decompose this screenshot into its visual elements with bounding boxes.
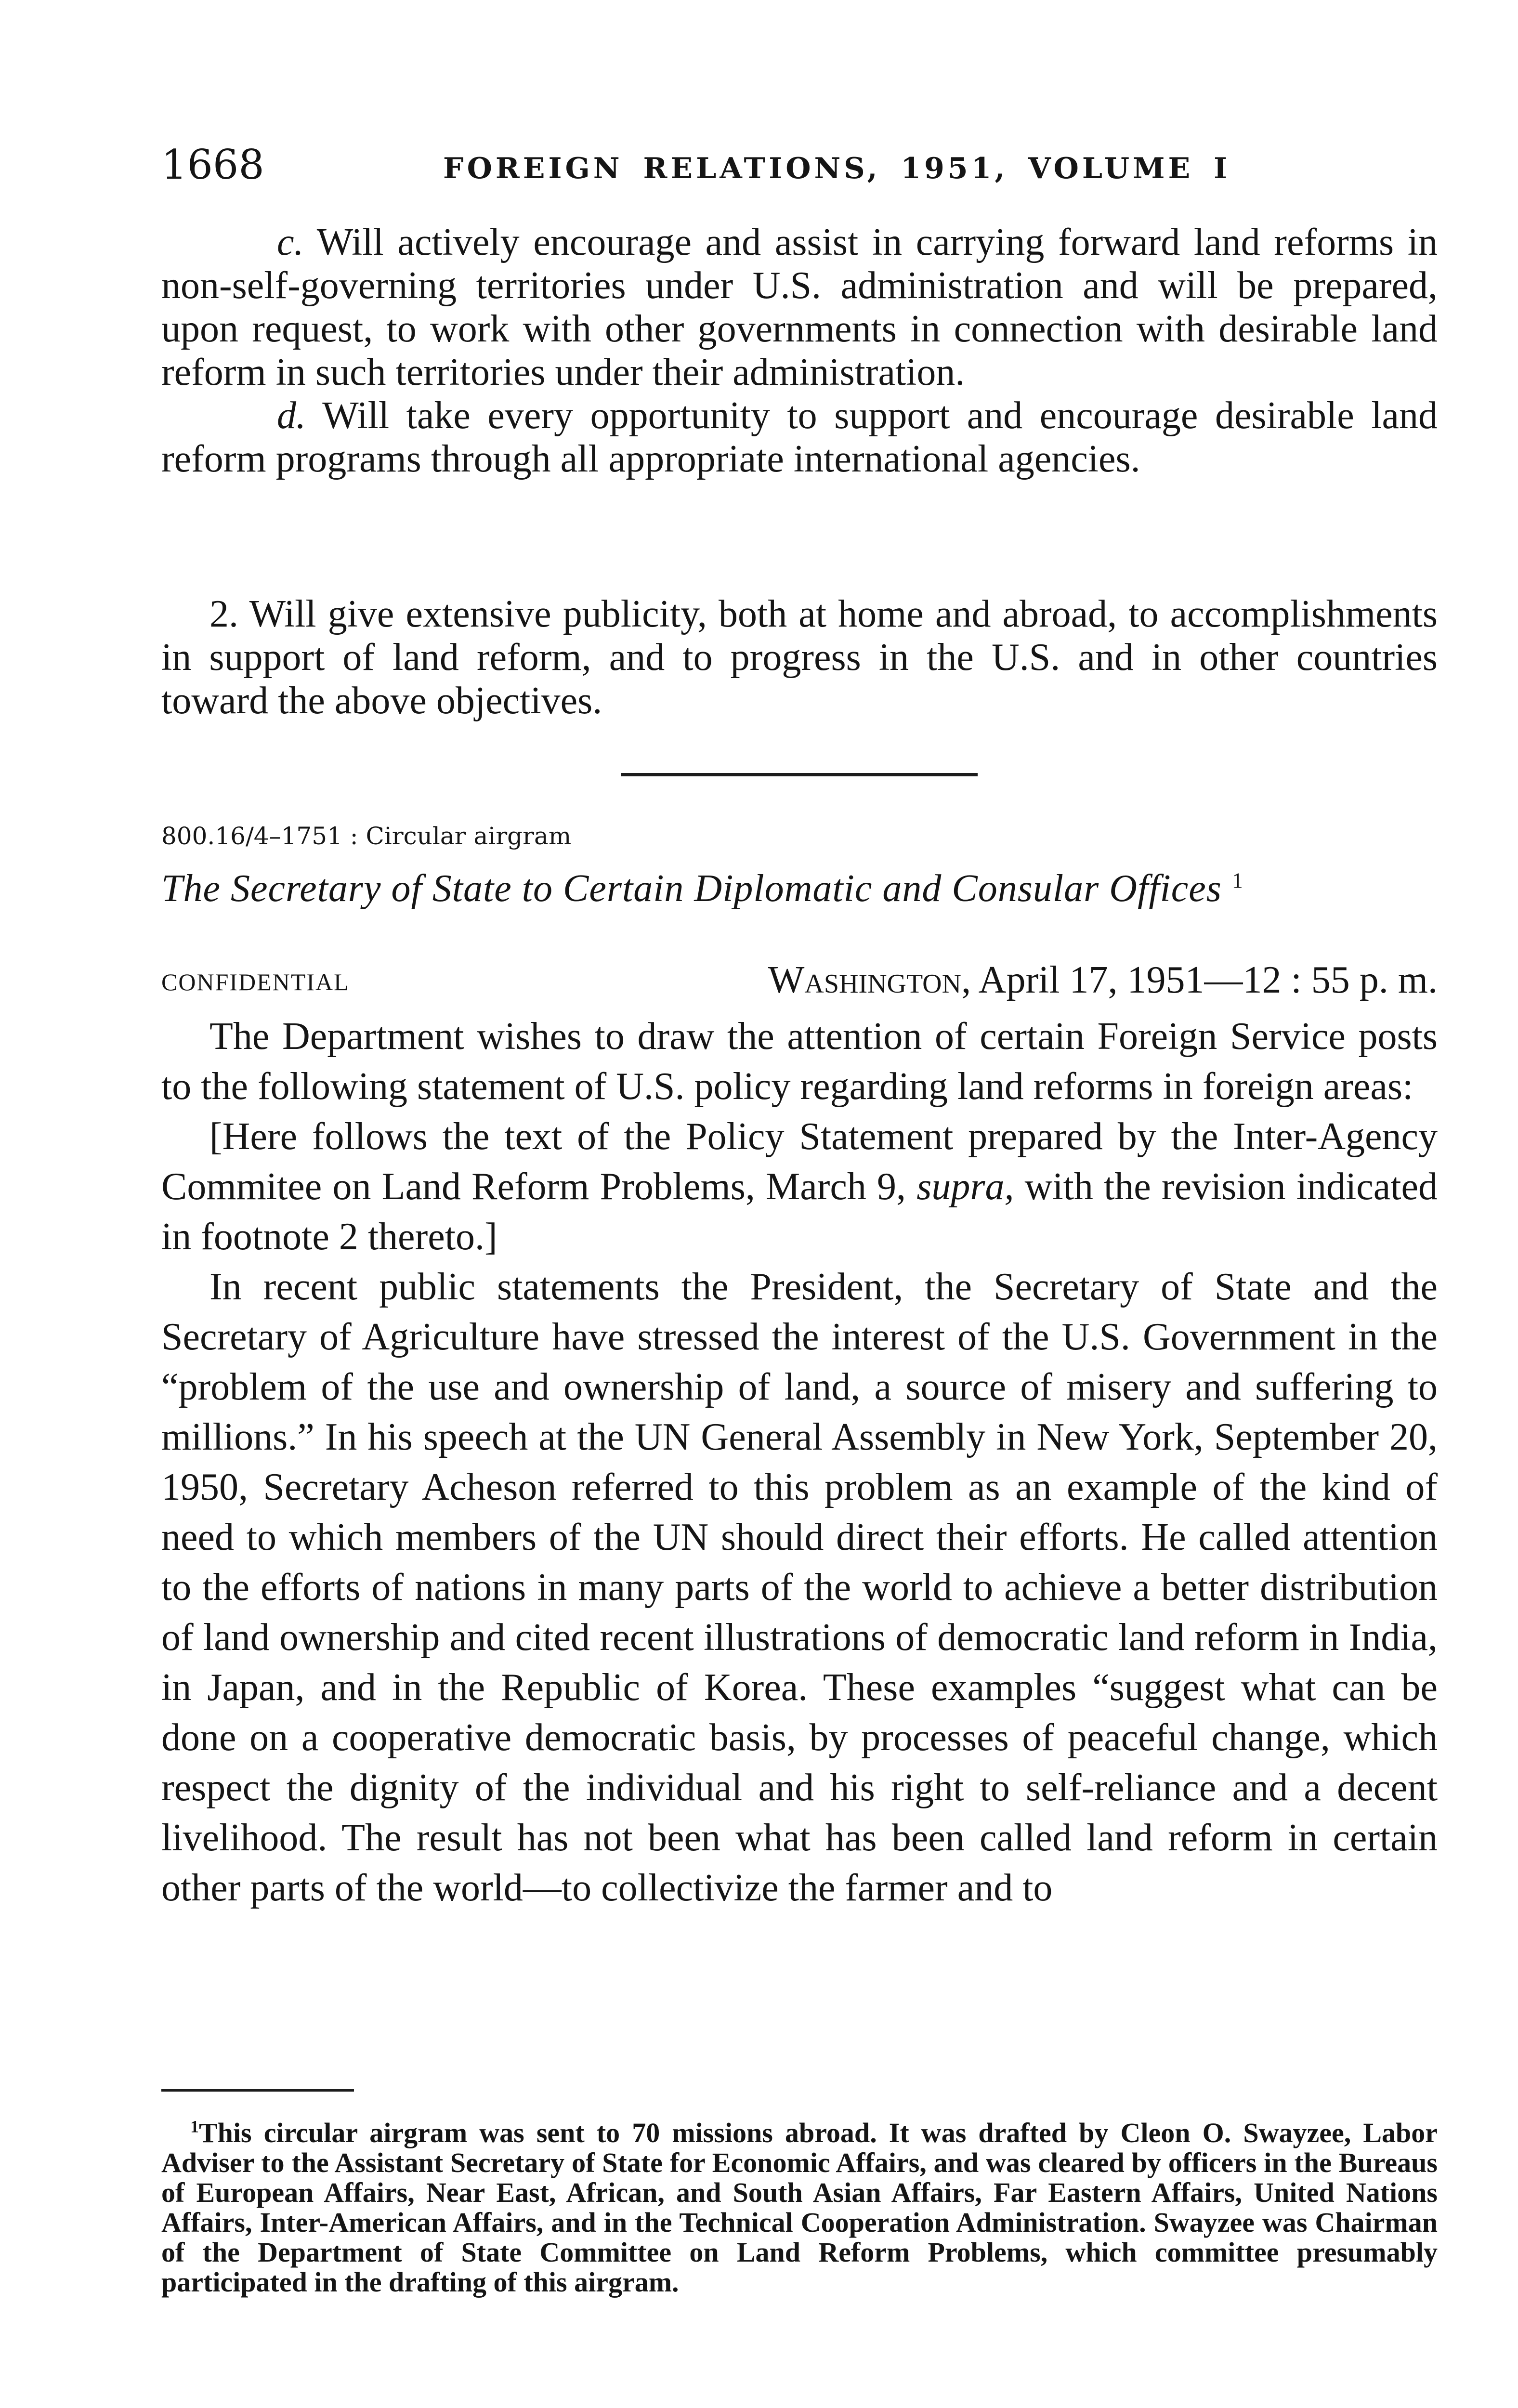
body-paragraph-2 [161, 1112, 1438, 1262]
paragraph-2-text-a: [Here follows the text of the Policy Statement prepared by the Inter-Agency Commitee on Land Reform Problems, March 9, [161, 1115, 1438, 1208]
paragraph-2-text-b: with the revision indicated in footnote 2 thereto.] [161, 1165, 1438, 1258]
running-head: FOREIGN RELATIONS, 1951, VOLUME I [443, 152, 1231, 185]
body-paragraph-1: The Department wishes to draw the attention of certain Foreign Service posts to the following statement of U.S. policy regarding land reforms in foreign areas: [161, 1015, 1438, 1108]
page-number: 1668 [161, 141, 264, 188]
item-2-text: Will give extensive publicity, both at home and abroad, to accomplishments in support of land reform, and to progress in the U.S. and in other countries toward the above objectives. [161, 593, 1438, 722]
subitem-c [161, 221, 1438, 394]
classification-label: CONFIDENTIAL [161, 968, 350, 995]
paragraph-2-supra: supra, [916, 1165, 1014, 1208]
footnote-1 [161, 2118, 1438, 2297]
dateline [161, 958, 1438, 1002]
file-number: 800.16/4–1751 : Circular airgram [161, 822, 572, 850]
numbered-item-2 [161, 592, 1438, 722]
body-text [161, 1011, 1438, 1913]
place-date [768, 958, 1438, 1002]
body-paragraph-3: In recent public statements the President, the Secretary of State and the Secretary of Agriculture have stressed the interest of the U.S. Government in the “problem of the use and ownership of land, a source of misery and suffering to millions.” In his speech at the UN General Assembly in New York, September 20, 1950, Secretary Acheson referred to this problem as an example of the kind of need to which members of the UN should direct their efforts. He called attention to the efforts of nations in many parts of the world to achieve a better distribution of land ownership and cited recent illustrations of democratic land reform in India, in Japan, and in the Republic of Korea. These examples “suggest what can be done on a cooperative democratic basis, by processes of peaceful change, which respect the dignity of the individual and his right to self-reliance and a decent livelihood. The result has not been what has been called land reform in certain other parts of the world—to collectivize the farmer and to [161, 1266, 1438, 1909]
footnote-rule [161, 2089, 354, 2092]
subitem-d-text: Will take every opportunity to support and encourage desirable land reform programs through all appropriate international agencies. [161, 394, 1438, 480]
subitem-c-label: c. [277, 221, 304, 263]
subitems-list [161, 221, 1438, 481]
footnote-text: This circular airgram was sent to 70 missions abroad. It was drafted by Cleon O. Swayzee, Labor Adviser to the Assistant Secretary of State for Economic Affairs, and was cleared by officers in the Bureaus of European Affairs, Near East, African, and South Asian Affairs, Far Eastern Affairs, United Nations Affairs, Inter-American Affairs, and in the Technical Cooperation Administration. Swayzee was Chairman of the Department of State Committee on Land Reform Problems, which committee presumably participated in the drafting of this airgram. [161, 2117, 1438, 2298]
title-footnote-mark: 1 [1231, 868, 1243, 893]
document-title [161, 867, 1438, 910]
item-2-number: 2. [209, 593, 238, 635]
place: Washington, [768, 959, 971, 1001]
item-2-paragraph [161, 592, 1438, 722]
footnote-mark: 1 [190, 2117, 199, 2136]
page-header [161, 141, 1438, 193]
subitem-d-label: d. [277, 394, 306, 437]
subitem-c-text: Will actively encourage and assist in carrying forward land reforms in non-self-governing territories under U.S. administration and will be prepared, upon request, to work with other governments in connection with desirable land reform in such territories under their administration. [161, 221, 1438, 393]
document-title-text: The Secretary of State to Certain Diplomatic and Consular Offices [161, 867, 1222, 910]
subitem-d [161, 394, 1438, 481]
section-divider [621, 773, 978, 776]
date: April 17, 1951—12 : 55 p. m. [978, 959, 1438, 1001]
